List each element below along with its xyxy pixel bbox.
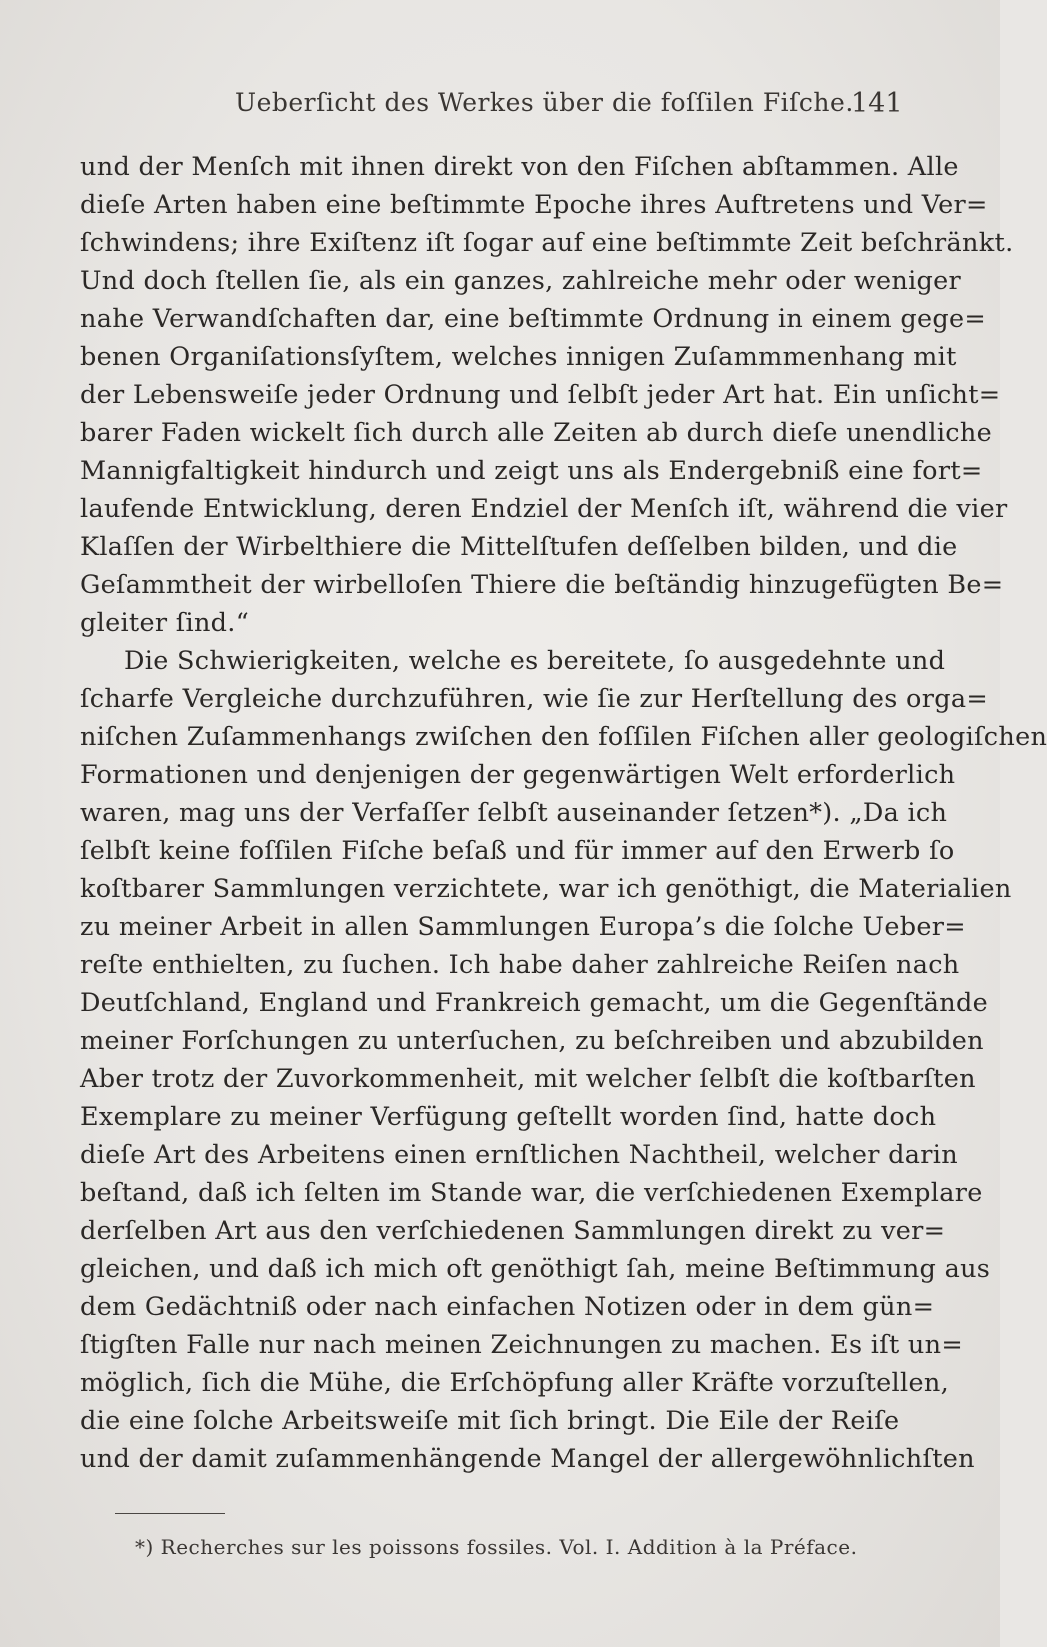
text-line: die eine ſolche Arbeitsweiſe mit ſich bringt. Die Eile der Reiſe <box>80 1406 900 1436</box>
paragraph-start-line: Die Schwierigkeiten, welche es bereitete, ſo ausgedehnte und <box>124 646 946 676</box>
text-line: Geſammtheit der wirbelloſen Thiere die beſtändig hinzugefügten Be= <box>80 570 1004 600</box>
text-line: dem Gedächtniß oder nach einfachen Notizen oder in dem gün= <box>80 1292 935 1322</box>
page-number: 141 <box>851 88 903 119</box>
text-line: Und doch ſtellen ſie, als ein ganzes, zahlreiche mehr oder weniger <box>80 266 962 296</box>
text-line: Aber trotz der Zuvorkommenheit, mit welcher ſelbſt die koſtbarſten <box>80 1064 976 1094</box>
text-line: ſcharfe Vergleiche durchzuführen, wie ſie zur Herſtellung des orga= <box>80 684 988 714</box>
text-line: Formationen und denjenigen der gegenwärtigen Welt erforderlich <box>80 760 956 790</box>
text-line: ſelbſt keine foſſilen Fiſche beſaß und für immer auf den Erwerb ſo <box>80 836 955 866</box>
text-line: ſchwindens; ihre Exiſtenz iſt ſogar auf eine beſtimmte Zeit beſchränkt. <box>80 228 1014 258</box>
text-line: zu meiner Arbeit in allen Sammlungen Europa’s die ſolche Ueber= <box>80 912 966 942</box>
text-line: laufende Entwicklung, deren Endziel der Menſch iſt, während die vier <box>80 494 1008 524</box>
text-line: reſte enthielten, zu ſuchen. Ich habe daher zahlreiche Reiſen nach <box>80 950 960 980</box>
text-line: dieſe Arten haben eine beſtimmte Epoche ihres Auftretens und Ver= <box>80 190 988 220</box>
text-line: ſtigſten Falle nur nach meinen Zeichnungen zu machen. Es iſt un= <box>80 1330 964 1360</box>
text-line: gleichen, und daß ich mich oft genöthigt ſah, meine Beſtimmung aus <box>80 1254 991 1284</box>
text-line: möglich, ſich die Mühe, die Erſchöpfung aller Kräfte vorzuſtellen, <box>80 1368 949 1398</box>
running-head: Ueberſicht des Werkes über die foſſilen Fiſche. <box>235 88 854 117</box>
text-line: und der Menſch mit ihnen direkt von den Fiſchen abſtammen. Alle <box>80 152 959 182</box>
text-line: benen Organiſationsſyſtem, welches innigen Zuſammmenhang mit <box>80 342 957 372</box>
text-line: beſtand, daß ich ſelten im Stande war, die verſchiedenen Exemplare <box>80 1178 983 1208</box>
text-line: Klaſſen der Wirbelthiere die Mittelſtufen deſſelben bilden, und die <box>80 532 958 562</box>
text-line: nahe Verwandſchaften dar, eine beſtimmte Ordnung in einem gege= <box>80 304 987 334</box>
text-line: und der damit zuſammenhängende Mangel der allergewöhnlichſten <box>80 1444 975 1474</box>
text-line: koſtbarer Sammlungen verzichtete, war ich genöthigt, die Materialien <box>80 874 1012 904</box>
footnote-divider <box>115 1513 225 1514</box>
text-line: dieſe Art des Arbeitens einen ernſtlichen Nachtheil, welcher darin <box>80 1140 958 1170</box>
text-line: Deutſchland, England und Frankreich gemacht, um die Gegenſtände <box>80 988 988 1018</box>
text-line: waren, mag uns der Verfaſſer ſelbſt auseinander ſetzen*). „Da ich <box>80 798 948 828</box>
text-line: Exemplare zu meiner Verfügung geſtellt worden ſind, hatte doch <box>80 1102 937 1132</box>
text-line: Mannigfaltigkeit hindurch und zeigt uns als Endergebniß eine fort= <box>80 456 983 486</box>
text-line: niſchen Zuſammenhangs zwiſchen den foſſilen Fiſchen aller geologiſchen <box>80 722 1047 752</box>
footnote: *) Recherches sur les poissons fossiles. Vol. I. Addition à la Préface. <box>135 1535 858 1559</box>
text-line: derſelben Art aus den verſchiedenen Sammlungen direkt zu ver= <box>80 1216 946 1246</box>
text-line: barer Faden wickelt ſich durch alle Zeiten ab durch dieſe unendliche <box>80 418 992 448</box>
text-line: meiner Forſchungen zu unterſuchen, zu beſchreiben und abzubilden <box>80 1026 984 1056</box>
text-line: gleiter ſind.“ <box>80 608 250 638</box>
text-line: der Lebensweiſe jeder Ordnung und ſelbſt jeder Art hat. Ein unſicht= <box>80 380 1001 410</box>
